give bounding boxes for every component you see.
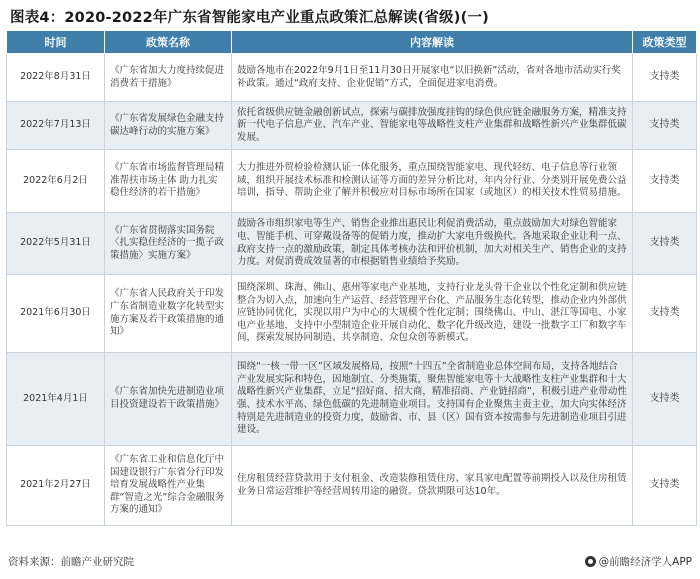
header-policy-type: 政策类型	[633, 31, 697, 54]
table-row	[7, 54, 697, 102]
row-content: 依托省级供应链金融创新试点，探索与碳排放强度挂钩的绿色供应链金融服务方案，精准支持新一代电子信息产业、汽车产业、智能家电等战略性支柱产业集群和战略性新兴产业集群低碳发展。	[232, 102, 633, 150]
header-content: 内容解读	[232, 31, 633, 54]
table-row	[7, 353, 697, 446]
row-date: 2022年8月31日	[7, 54, 105, 102]
row-policy-type: 支持类	[633, 54, 697, 102]
row-policy-name: 《广东省市场监督管理局精准帮扶市场主体 助力扎实稳住经济的若干措施》	[105, 150, 232, 213]
brand-credit-text: @前瞻经济学人APP	[598, 556, 692, 568]
header-date: 时间	[7, 31, 105, 54]
row-policy-type: 支持类	[633, 213, 697, 275]
header-policy-name: 政策名称	[105, 31, 232, 54]
row-content: 鼓励各地市在2022年9月1日至11月30日开展家电“以旧换新”活动，省对各地市活动实行奖补政策。通过“政府支持、企业促销”方式，全面促进家电消费。	[232, 54, 633, 102]
table-row	[7, 275, 697, 353]
row-policy-name: 《广东省人民政府关于印发广东省制造业数字化转型实施方案及若干政策措施的通知》	[105, 275, 232, 353]
row-content: 围绕深圳、珠海、佛山、惠州等家电产业基地，支持行业龙头骨干企业以个性化定制和供应链整合为切入点，加速向生产运营、经营管理平台化、产品服务生态化转型，推动企业内外部供应链协同优化，实现以用户为中心的大规模个性化定制；围绕佛山、中山、湛江等国电、小家电产业基地，支持中小型制造企业开展自动化、数字化升级改造，建设一批数字工厂和数字车间，探索发展协同制造、共享制造、众包众创等新模式。	[232, 275, 633, 353]
row-policy-type: 支持类	[633, 353, 697, 446]
table-row	[7, 213, 697, 275]
row-content: 大力推进外贸检验检测认证一体化服务，重点围绕智能家电、现代轻纺、电子信息等行业领域，组织开展技术标准和检测认证等方面的差异分析比对，年内分行业、分类别开展免费公益培训，指导、帮助企业了解并积极应对目标市场所在国家（或地区）的相关技术性贸易措施。	[232, 150, 633, 213]
source-note: 资料来源：前瞻产业研究院	[8, 556, 134, 568]
row-date: 2021年4月1日	[7, 353, 105, 446]
brand-credit	[585, 554, 692, 569]
row-policy-type: 支持类	[633, 150, 697, 213]
page-title: 图表4：2020-2022年广东省智能家电产业重点政策汇总解读(省级)(一)	[10, 10, 489, 26]
brand-logo-icon	[585, 556, 596, 567]
row-date: 2021年2月27日	[7, 446, 105, 526]
row-date: 2021年6月30日	[7, 275, 105, 353]
table-row	[7, 150, 697, 213]
table-header-row	[7, 31, 697, 54]
row-policy-type: 支持类	[633, 446, 697, 526]
row-policy-name: 《广东省加快先进制造业项目投资建设若干政策措施》	[105, 353, 232, 446]
row-policy-name: 《广东省加大力度持续促进消费若干措施》	[105, 54, 232, 102]
row-policy-name: 《广东省贯彻落实国务院〈扎实稳住经济的一揽子政策措施〉实施方案》	[105, 213, 232, 275]
row-date: 2022年7月13日	[7, 102, 105, 150]
row-content: 围绕“一核一带一区”区域发展格局，按照“十四五”全省制造业总体空间布局，支持各地结合产业发展实际和特色，因地制宜、分类施策，聚焦智能家电等十大战略性支柱产业集群和十大战略性新兴产业集群，立足“招好商、招大商，精准招商、产业链招商”，积极引进产业带动性强、技术水平高、绿色低碳的先进制造业项目。支持国有企业聚焦主责主业，加大向实体经济特别是先进制造业的投资力度，鼓励省、市、县（区）国有资本按需参与先进制造业项目引进建设。	[232, 353, 633, 446]
row-policy-name: 《广东省发展绿色金融支持碳达峰行动的实施方案》	[105, 102, 232, 150]
row-content: 住房租赁经营贷款用于支付租金、改造装修租赁住房、家具家电配置等前期投入以及住房租赁业务日常运营维护等经营周转用途的融资。贷款期限可达10年。	[232, 446, 633, 526]
row-policy-type: 支持类	[633, 102, 697, 150]
row-policy-type: 支持类	[633, 275, 697, 353]
row-policy-name: 《广东省工业和信息化厅中国建设银行广东省分行印发培育发展战略性产业集群“智造之光”综合金融服务方案的通知》	[105, 446, 232, 526]
table-row	[7, 102, 697, 150]
policy-table	[6, 30, 697, 526]
row-content: 鼓励各市组织家电等生产、销售企业推出惠民让利促消费活动，重点鼓励加大对绿色智能家电、智能手机、可穿戴设备等的促销力度，推动扩大家电升级换代。各地采取企业让利一点、政府支持一点的激励政策，制定具体考核办法和评价机制，加大对相关生产、销售企业的支持力度。对促消费成效显著的市根据销售业绩给予奖励。	[232, 213, 633, 275]
row-date: 2022年6月2日	[7, 150, 105, 213]
row-date: 2022年5月31日	[7, 213, 105, 275]
table-row	[7, 446, 697, 526]
